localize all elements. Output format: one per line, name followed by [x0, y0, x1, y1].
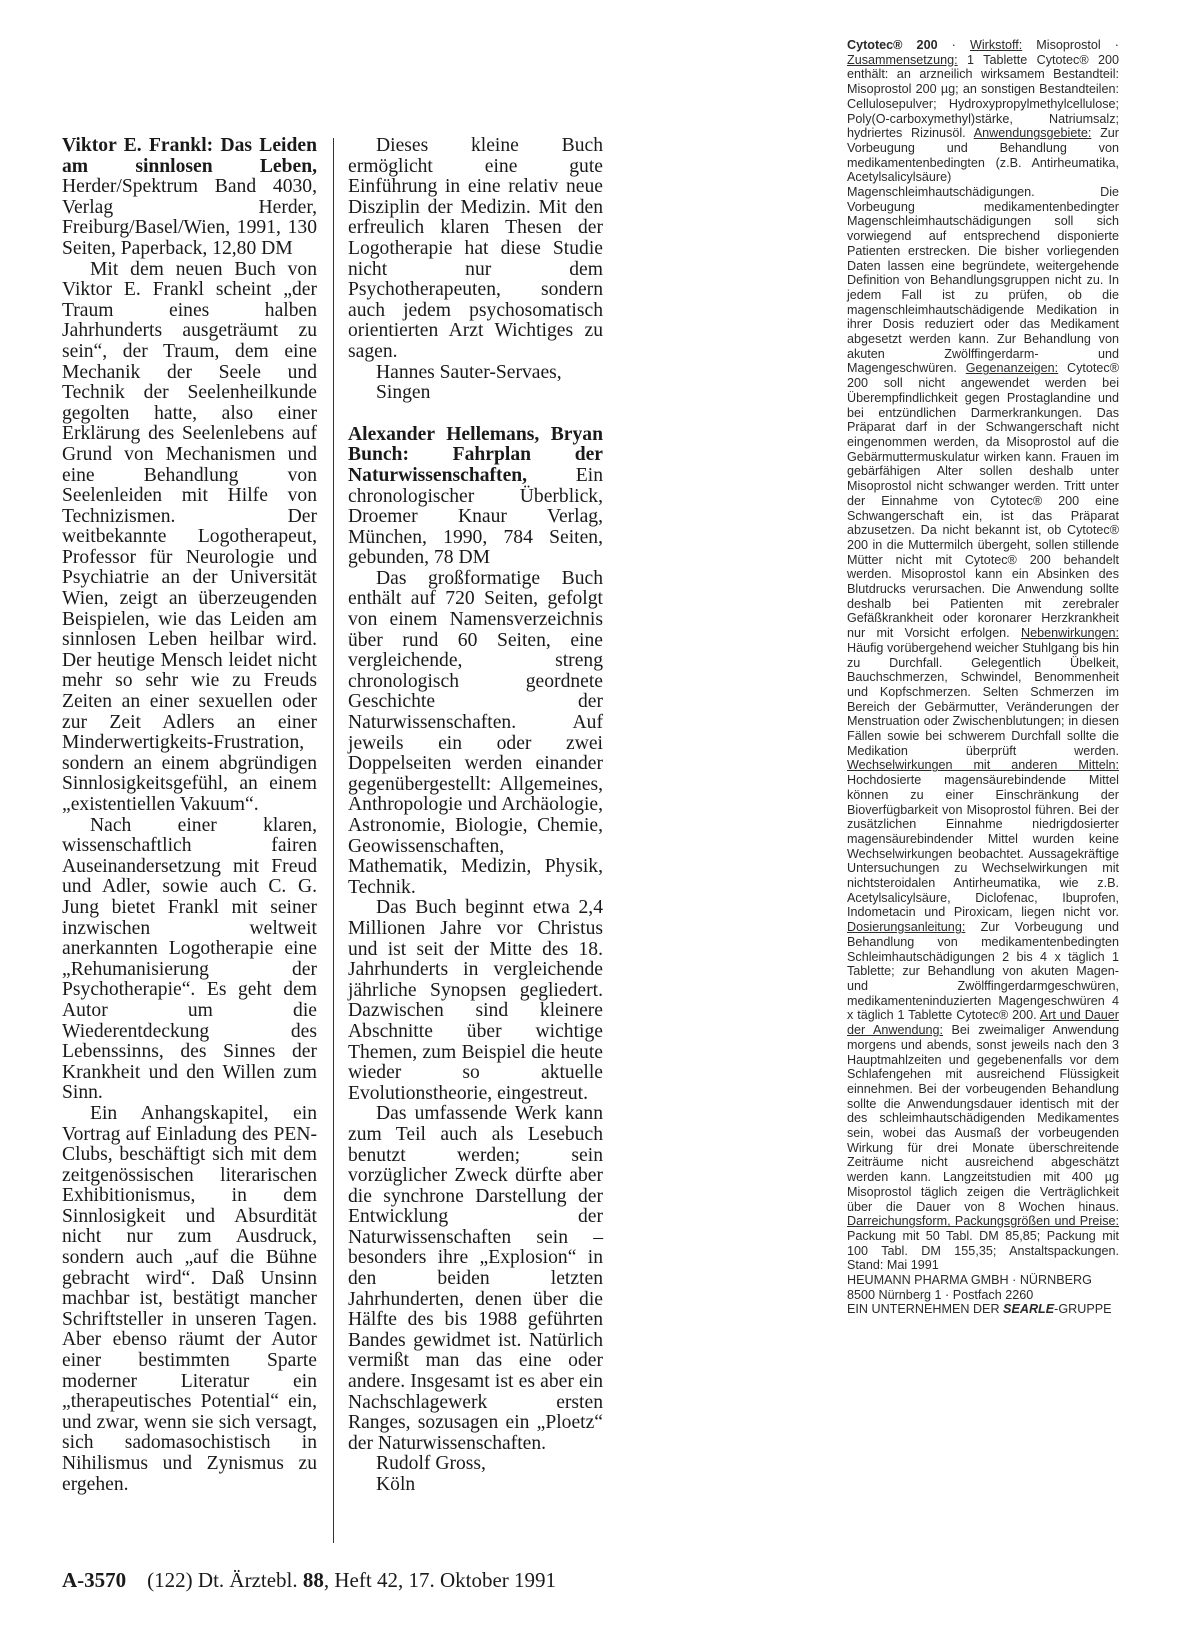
cytotec-section-label: Gegenanzeigen:: [965, 361, 1059, 376]
cytotec-section-text: Bei zweimaliger Anwendung morgens und abends, sonst jeweils nach den 3 Hauptmahlzeiten und gegebenenfalls vor dem Schlafengehen mit ausreichend Flüssigkeit einnehmen. Bei der vorbeugenden Behandlung sollte die Anwendungsdauer identisch mit der des schleimhautschädigenden Medikamentes sein, wobei das Ausmaß der vorbeugenden Wirkung für drei Monate überschreitende Zeiträume nicht ausreichend abgeschätzt werden kann. Langzeitstudien mit 400 µg Misoprostol täglich zeigen die Verträglichkeit über die Dauer von 8 Wochen hinaus.: [847, 1023, 1120, 1214]
review-frankl-paragraph: Nach einer klaren, wissenschaftlich fairen Auseinandersetzung mit Freud und Adler, sowie auch C. G. Jung bietet Frankl mit seiner inzwischen weltweit anerkannten Logotherapie eine „Rehumanisierung der Psychotherapie“. Es geht dem Autor um die Wiederentdeckung des Lebenssinns, des Sinnes der Krankheit und den Willen zum Sinn.: [62, 814, 317, 1104]
page-id: A-3570: [62, 1568, 127, 1592]
cytotec-section: [847, 920, 1119, 1022]
manufacturer-group: [847, 1302, 1119, 1317]
cytotec-section: [847, 1214, 1119, 1272]
cytotec-section: [847, 626, 1119, 758]
review-column-left: [62, 136, 317, 1495]
group-prefix: EIN UNTERNEHMEN DER: [847, 1302, 1004, 1317]
cytotec-product-name: Cytotec® 200: [847, 38, 938, 52]
manufacturer-address: 8500 Nürnberg 1 · Postfach 2260: [847, 1287, 1034, 1302]
cytotec-section-label: Art und Dauer der Anwendung:: [847, 1008, 1120, 1038]
cytotec-section-text: Zur Vorbeugung und Behandlung von medikamentenbedingten Schleimhautschädigungen 2 bis 4 x täglich 1 Tablette; zur Behandlung von akuten Magen- und Zwölffingerdarmgeschwüren, medikamenteninduzierten Magengeschwüren 4 x täglich 1 Tablette Cytotec® 200.: [847, 920, 1119, 1023]
journal-issue: (122) Dt. Ärztebl.: [147, 1568, 298, 1592]
journal-date: , Heft 42, 17. Oktober 1991: [323, 1568, 557, 1592]
review-frankl-publication: Herder/Spektrum Band 4030, Verlag Herder, Freiburg/Basel/Wien, 1991, 130 Seiten, Paperback, 12,80 DM: [62, 176, 317, 259]
review-frankl-title: Viktor E. Frankl: Das Leiden am sinnlosen Leben,: [62, 135, 317, 177]
manufacturer-name: HEUMANN PHARMA GMBH · NÜRNBERG: [847, 1273, 1092, 1288]
cytotec-section-label: Zusammensetzung:: [847, 52, 958, 67]
cytotec-section: [970, 38, 1119, 52]
cytotec-section-text: Häufig vorübergehend weicher Stuhlgang bis hin zu Durchfall. Gelegentlich Übelkeit, Bauchschmerzen, Schwindel, Benommenheit und Kopfschmerzen. Selten Schmerzen im Bereich der Gebärmutter, Veränderungen der Menstruation oder Zwischenblutungen; in diesen Fällen sowie bei schwerem Durchfall sollte die Medikation überprüft werden.: [847, 640, 1119, 758]
searle-logo: SEARLE: [1003, 1302, 1055, 1317]
review-frankl-heading: [62, 136, 317, 260]
cytotec-section-label: Nebenwirkungen:: [1020, 626, 1119, 641]
review-frankl-paragraph: Mit dem neuen Buch von Viktor E. Frankl scheint „der Traum eines halben Jahrhunderts ausgeträumt zu sein“, der Traum, dem eine Mechanik der Seele und Technik der Seelenheilkunde gegolten hatte, also einer Erklärung des Seelenlebens auf Grund von Mechanismen und eine Behandlung von Seelenleiden mit Hilfe von Technizismen. Der weitbekannte Logotherapeut, Professor für Neurologie und Psychiatrie an der Universität Wien, zeigt an überzeugenden Beispielen, wie das Leiden am sinnlosen Leben heilbar wird. Der heutige Mensch leidet nicht mehr so sehr wie zu Freuds Zeiten an einer sexuellen oder zur Zeit Adlers an einer Minderwertigkeits-Frustration, sondern an einem abgründigen Sinnlosigkeitsgefühl, an einem „existentiellen Vakuum“.: [62, 258, 317, 815]
review-frankl-author: Hannes Sauter-Servaes,: [376, 361, 562, 383]
cytotec-section-label: Dosierungsanleitung:: [847, 920, 966, 935]
cytotec-section: [847, 361, 1119, 640]
cytotec-section-label: Wechselwirkungen mit anderen Mitteln:: [847, 758, 1119, 773]
column-divider: [333, 138, 334, 1543]
review-fahrplan-city: Köln: [376, 1474, 416, 1495]
page-footer: [62, 1568, 682, 1593]
review-fahrplan-heading: [348, 425, 603, 569]
review-frankl-paragraph: Ein Anhangskapitel, ein Vortrag auf Einladung des PEN-Clubs, beschäftigt sich mit dem zeitgenössischen literarischen Exhibitionismus, in dem Sinnlosigkeit und Absurdität nicht nur zum Ausdruck, sondern auch „auf die Bühne gebracht wird“. Daß Unsinn machbar ist, bestätigt mancher Schriftsteller in unseren Tagen. Aber ebenso räumt der Autor einer bestimmten Sparte moderner Literatur ein „therapeutisches Potential“ ein, und zwar, wenn sie sich versagt, sich sadomasochistisch in Nihilismus und Zynismus zu ergehen.: [62, 1102, 317, 1495]
cytotec-separator: ·: [937, 38, 970, 52]
cytotec-section-label: Anwendungsgebiete:: [973, 126, 1092, 141]
review-fahrplan-paragraph: Das Buch beginnt etwa 2,4 Millionen Jahre vor Christus und ist seit der Mitte des 18. Jahrhunderts in vergleichende jährliche Synopsen gegliedert. Dazwischen sind kleinere Abschnitte über wichtige Themen, zum Beispiel die heute wieder so aktuelle Evolutionstheorie, eingestreut.: [348, 897, 603, 1104]
cytotec-section: [847, 758, 1119, 919]
cytotec-section-text: Misoprostol ·: [1022, 38, 1119, 52]
cytotec-section: [847, 126, 1119, 375]
cytotec-section-text: Hochdosierte magensäurebindende Mittel können zu einer Einschränkung der Bioverfügbarkeit von Misoprostol führen. Bei der zusätzlichen Einnahme niedrigdosierter magensäurebindender Mittel wurden keine Wechselwirkungen beobachtet. Aussagekräftige Untersuchungen zu Wechselwirkungen mit nichtsteroidalen Antirheumatika, wie z.B. Acetylsalicylsäure, Diclofenac, Ibuprofen, Indometacin und Piroxicam, liegen nicht vor.: [847, 773, 1119, 920]
cytotec-section-label: Darreichungsform, Packungsgrößen und Preise:: [847, 1214, 1119, 1229]
review-frankl-city: Singen: [376, 382, 431, 404]
cytotec-section-text: Zur Vorbeugung und Behandlung von medikamentenbedingten (z.B. Antirheumatika, Acetylsalicylsäure) Magenschleimhautschädigungen. Die Vorbeugung medikamentenbedingter Magenschleimhautschädigungen soll sich vorwiegend auf entsprechend disponierte Patienten erstrecken. Die bisher vorliegenden Daten lassen eine begründete, weitergehende Definition von Behandlungsgruppen nicht zu. In jedem Fall ist zu prüfen, ob die magenschleimhautschädigende Medikation in ihrer Dosis reduziert oder das Medikament abgesetzt werden kann. Zur Behandlung von akuten Zwölffingerdarm- und Magengeschwüren.: [847, 126, 1119, 376]
review-fahrplan-title: Alexander Hellemans, Bryan Bunch: Fahrplan der Naturwissenschaften,: [348, 423, 603, 486]
review-column-right: [348, 136, 603, 1496]
cytotec-section-label: Wirkstoff:: [969, 38, 1023, 52]
cytotec-prescribing-info: [847, 38, 1119, 1317]
group-suffix: -GRUPPE: [1054, 1302, 1112, 1317]
journal-volume: 88: [302, 1568, 324, 1592]
cytotec-section-text: 1 Tablette Cytotec® 200 enthält: an arzneilich wirksamem Bestandteil: Misoprostol 200 µg; an sonstigen Bestandteilen: Cellulosepulver; Hydroxypropylmethylcellulose; Poly(O-carboxymethyl)stärke, Natriumsalz; hydriertes Rizinusöl.: [847, 52, 1119, 141]
cytotec-section-text: Packung mit 50 Tabl. DM 85,85; Packung mit 100 Tabl. DM 155,35; Anstaltspackungen. Stand: Mai 1991: [847, 1228, 1119, 1273]
review-fahrplan-author: Rudolf Gross,: [376, 1453, 486, 1475]
review-frankl-paragraph: Dieses kleine Buch ermöglicht eine gute Einführung in eine relativ neue Disziplin der Medizin. Mit den erfreulich klaren Thesen der Logotherapie hat diese Studie nicht nur dem Psychotherapeuten, sondern auch jedem psychosomatisch orientierten Arzt Wichtiges zu sagen.: [348, 135, 603, 362]
cytotec-section: [847, 1008, 1119, 1213]
review-fahrplan-paragraph: Das großformatige Buch enthält auf 720 Seiten, gefolgt von einem Namensverzeichnis über rund 60 Seiten, eine vergleichende, streng chronologisch geordnete Geschichte der Naturwissenschaften. Auf jeweils ein oder zwei Doppelseiten werden einander gegenübergestellt: Allgemeines, Anthropologie und Archäologie, Astronomie, Biologie, Chemie, Geowissenschaften, Mathematik, Medizin, Physik, Technik.: [348, 567, 603, 898]
cytotec-section-text: Cytotec® 200 soll nicht angewendet werden bei Überempfindlichkeit gegen Prostaglandine und bei entzündlichen Darmerkrankungen. Das Präparat darf in der Schwangerschaft nicht eingenommen werden, da Misoprostol auf die Gebärmuttermuskulatur wirken kann. Frauen im gebärfähigen Alter sollen deshalb unter Misoprostol nicht schwanger werden. Tritt unter der Einnahme von Cytotec® 200 eine Schwangerschaft ein, ist das Präparat abzusetzen. Da nicht bekannt ist, ob Cytotec® 200 in die Muttermilch übergeht, sollen stillende Mütter nicht mit Cytotec® 200 behandelt werden. Misoprostol kann ein Absinken des Blutdrucks verursachen. Die Anwendung sollte deshalb bei Patienten mit zerebraler Gefäßkrankheit oder koronarer Herzkrankheit nur mit Vorsicht erfolgen.: [847, 361, 1119, 641]
review-fahrplan-paragraph: Das umfassende Werk kann zum Teil auch als Lesebuch benutzt werden; sein vorzüglicher Zweck dürfte aber die synchrone Darstellung der Entwicklung der Naturwissenschaften sein – besonders ihre „Explosion“ in den beiden letzten Jahrhunderten, denen über die Hälfte des bis 1988 geführten Bandes gewidmet ist. Natürlich vermißt man das eine oder andere. Insgesamt ist es aber ein Nachschlagewerk ersten Ranges, sozusagen ein „Ploetz“ der Naturwissenschaften.: [348, 1103, 603, 1454]
review-fahrplan-publication: Ein chronologischer Überblick, Droemer Knaur Verlag, München, 1990, 784 Seiten, gebunden, 78 DM: [348, 464, 603, 569]
